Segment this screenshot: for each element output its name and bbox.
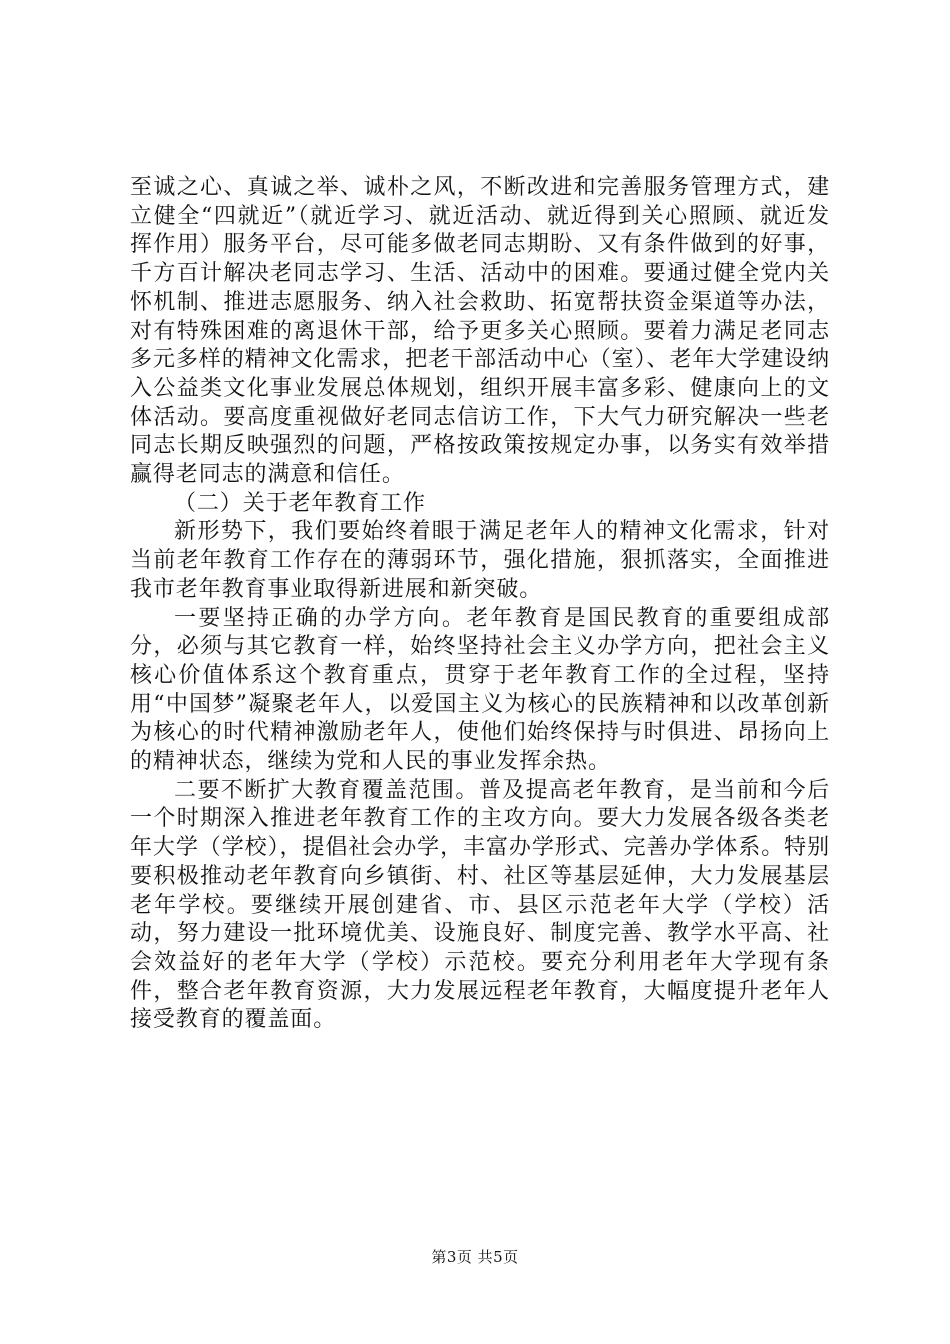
- paragraph-continued: 至诚之心、真诚之举、诚朴之风，不断改进和完善服务管理方式，建立健全“四就近”（就近学习、就近活动、就近得到关心照顾、就近发挥作用）服务平台，尽可能多做老同志期盼、又有条件做到的好事，千方百计解决老同志学习、生活、活动中的困难。要通过健全党内关怀机制、推进志愿服务、纳入社会救助、拓宽帮扶资金渠道等办法，对有特殊困难的离退休干部，给予更多关心照顾。要着力满足老同志多元多样的精神文化需求，把老干部活动中心（室）、老年大学建设纳入公益类文化事业发展总体规划，组织开展丰富多彩、健康向上的文体活动。要高度重视做好老同志信访工作，下大气力研究解决一些老同志长期反映强烈的问题，严格按政策按规定办事，以务实有效举措赢得老同志的满意和信任。: [130, 175, 830, 488]
- section-heading: （二）关于老年教育工作: [174, 490, 426, 516]
- page-number: 第3页 共5页: [431, 1248, 519, 1266]
- paragraph: 新形势下，我们要始终着眼于满足老年人的精神文化需求，针对当前老年教育工作存在的薄弱环节，强化措施，狠抓落实，全面推进我市老年教育事业取得新进展和新突破。: [130, 519, 830, 602]
- paragraph: 一要坚持正确的办学方向。老年教育是国民教育的重要组成部分，必须与其它教育一样，始终坚持社会主义办学方向，把社会主义核心价值体系这个教育重点，贯穿于老年教育工作的全过程，坚持用“中国梦”凝聚老年人，以爱国主义为核心的民族精神和以改革创新为核心的时代精神激励老年人，使他们始终保持与时俱进、昂扬向上的精神状态，继续为党和人民的事业发挥余热。: [130, 605, 830, 775]
- document-body: [130, 174, 830, 1035]
- paragraph: 二要不断扩大教育覆盖范围。普及提高老年教育，是当前和今后一个时期深入推进老年教育工作的主攻方向。要大力发展各级各类老年大学（学校），提倡社会办学，丰富办学形式、完善办学体系。特别要积极推动老年教育向乡镇街、村、社区等基层延伸，大力发展基层老年学校。要继续开展创建省、市、县区示范老年大学（学校）活动，努力建设一批环境优美、设施良好、制度完善、教学水平高、社会效益好的老年大学（学校）示范校。要充分利用老年大学现有条件，整合老年教育资源，大力发展远程老年教育，大幅度提升老年人接受教育的覆盖面。: [130, 777, 830, 1033]
